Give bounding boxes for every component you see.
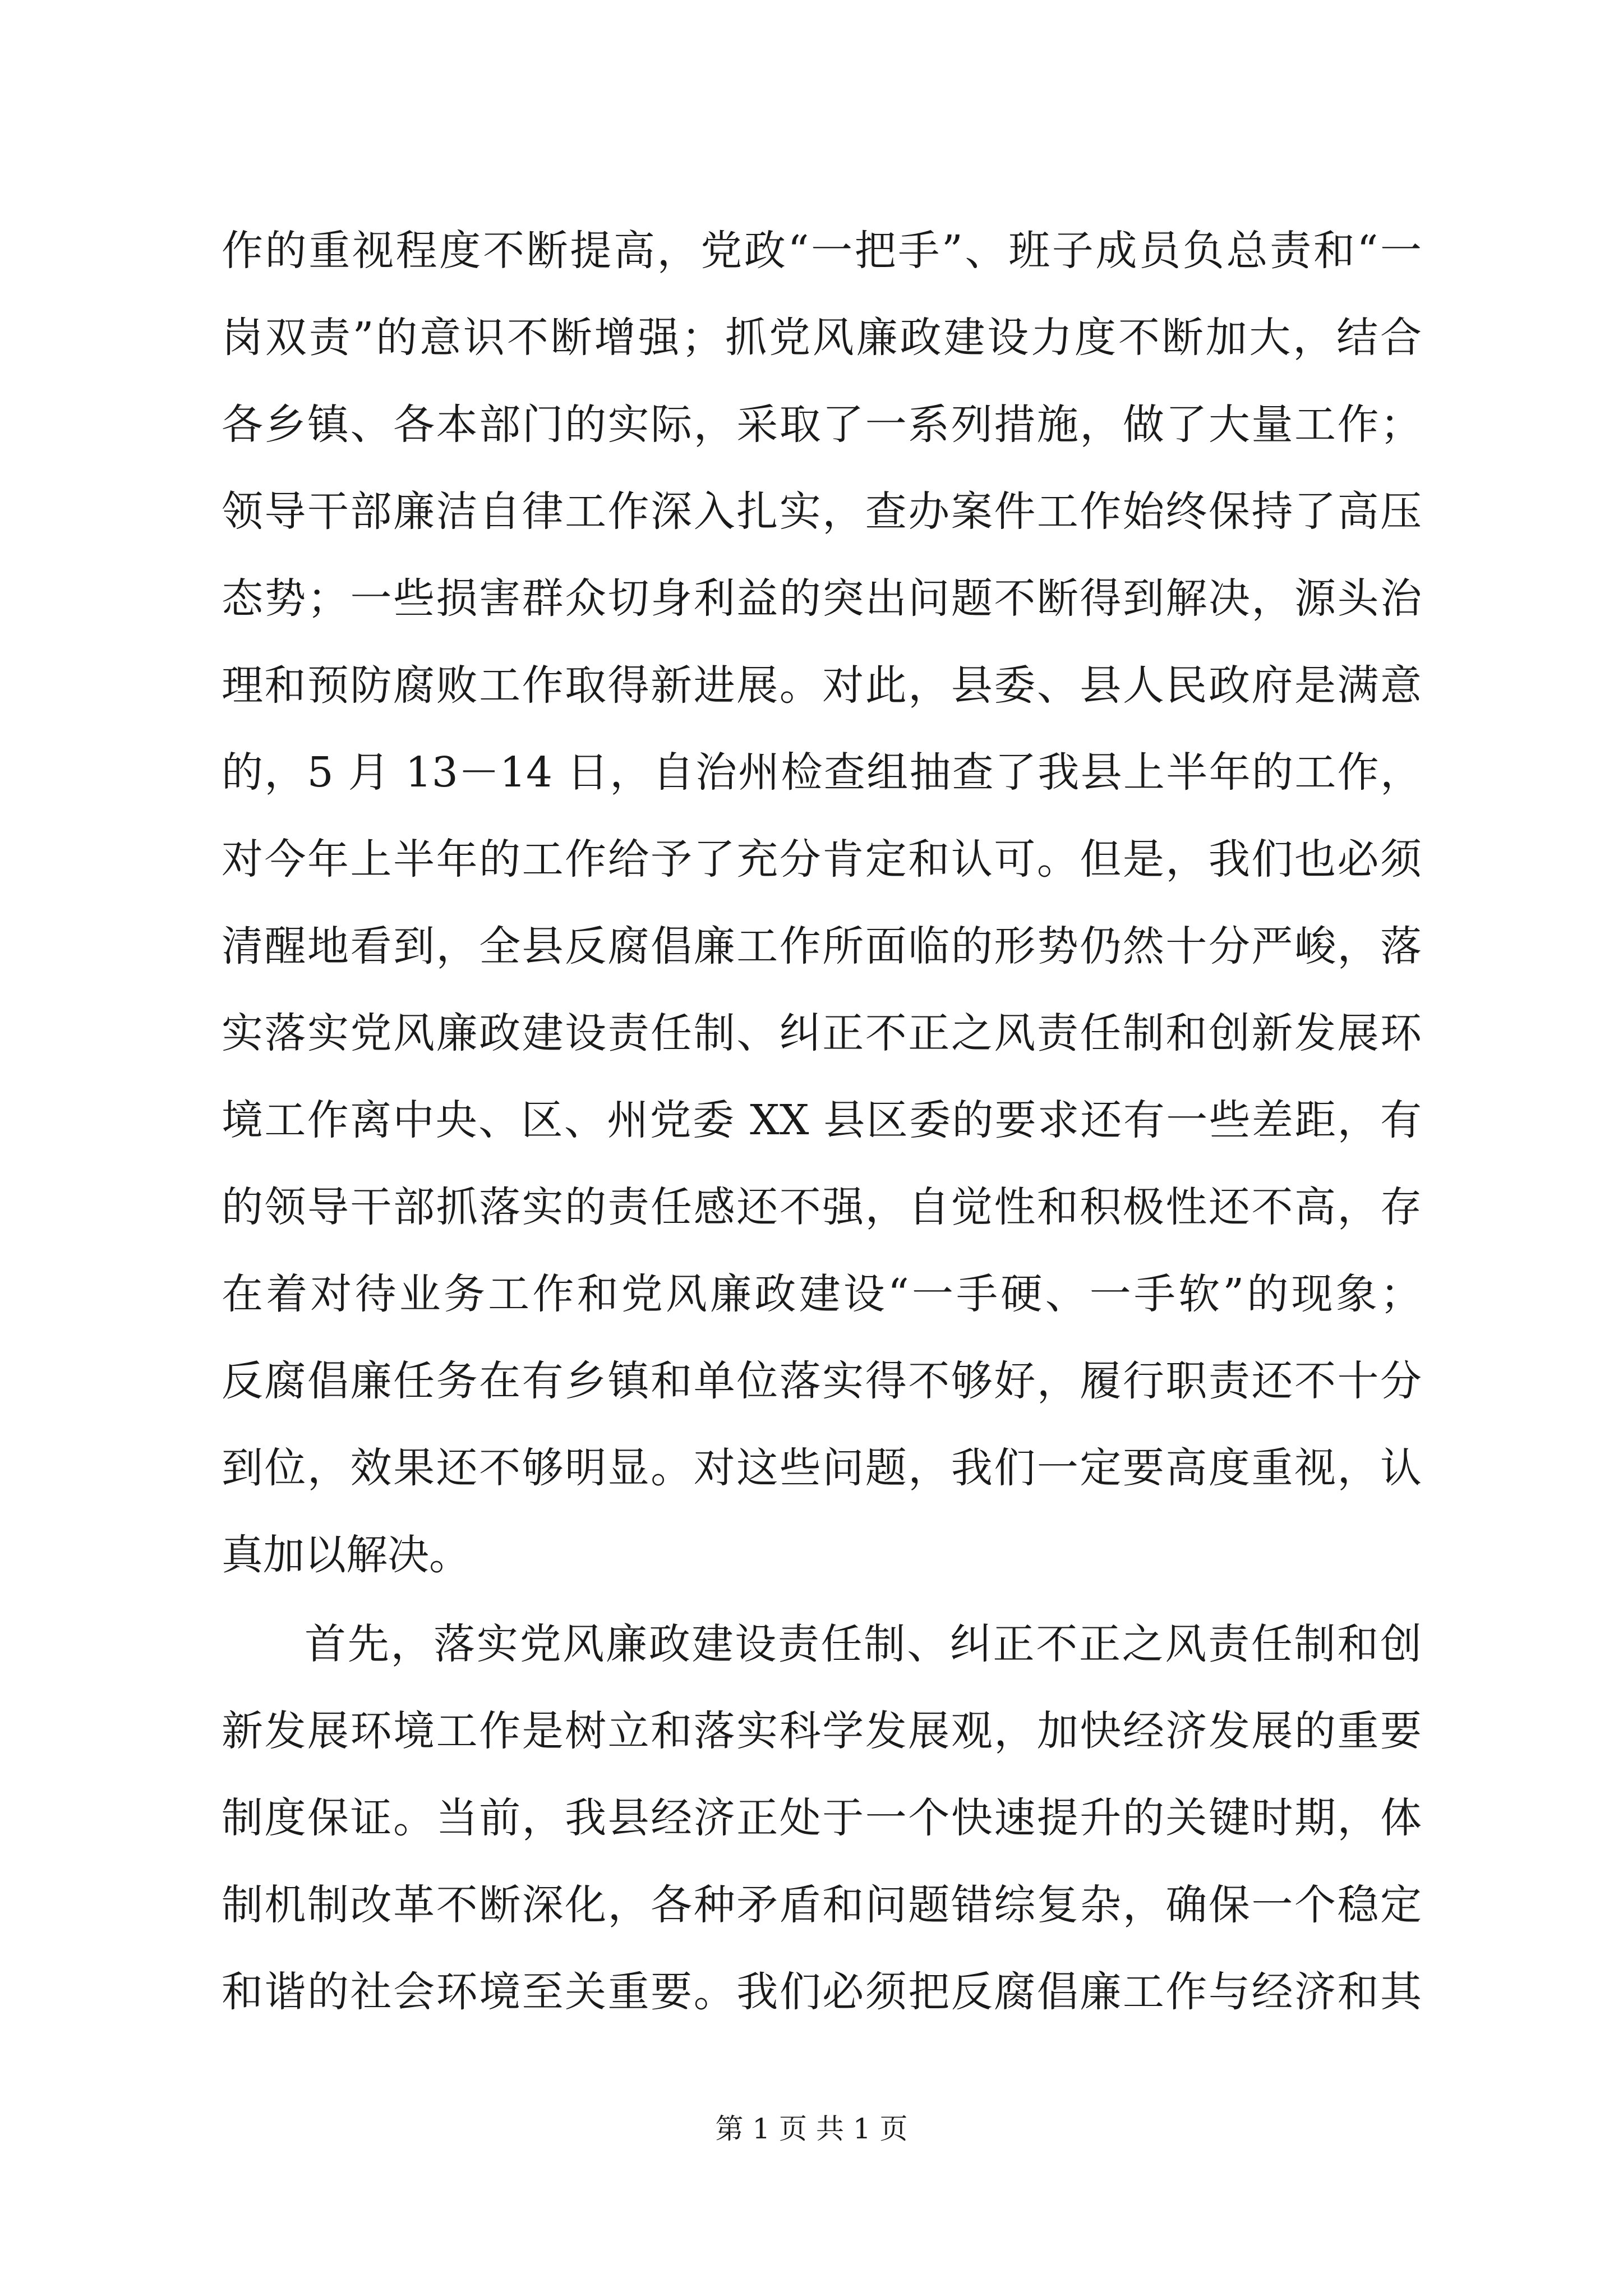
text-line: 的领导干部抓落实的责任感还不强，自觉性和积极性还不高，存: [222, 1183, 1422, 1231]
text-line: 作的重视程度不断提高，党政“一把手”、班子成员负总责和“一: [222, 227, 1422, 275]
text-line: 境工作离中央、区、州党委 XX 县区委的要求还有一些差距，有: [222, 1096, 1422, 1144]
paragraph-2: [222, 1601, 1422, 2036]
text-line: 首先，落实党风廉政建设责任制、纠正不正之风责任制和创: [305, 1620, 1422, 1668]
text-line: 到位，效果还不够明显。对这些问题，我们一定要高度重视，认: [222, 1444, 1422, 1492]
text-line: 制度保证。当前，我县经济正处于一个快速提升的关键时期，体: [222, 1794, 1422, 1842]
text-line: 领导干部廉洁自律工作深入扎实，查办案件工作始终保持了高压: [222, 487, 1422, 536]
text-line: 真加以解决。: [222, 1531, 471, 1579]
text-line: 各乡镇、各本部门的实际，采取了一系列措施，做了大量工作；: [222, 401, 1422, 449]
text-line: 在着对待业务工作和党风廉政建设“一手硬、一手软”的现象；: [222, 1270, 1422, 1318]
text-line: 的，5 月 13－14 日，自治州检查组抽查了我县上半年的工作，: [222, 748, 1422, 797]
text-line: 岗双责”的意识不断增强；抓党风廉政建设力度不断加大，结合: [222, 314, 1422, 362]
document-body: [222, 208, 1422, 2036]
text-line: 新发展环境工作是树立和落实科学发展观，加快经济发展的重要: [222, 1707, 1422, 1755]
text-line: 制机制改革不断深化，各种矛盾和问题错综复杂，确保一个稳定: [222, 1881, 1422, 1929]
text-line: 和谐的社会环境至关重要。我们必须把反腐倡廉工作与经济和其: [222, 1968, 1422, 2016]
text-line: 实落实党风廉政建设责任制、纠正不正之风责任制和创新发展环: [222, 1009, 1422, 1057]
page-number-footer: 第 1 页 共 1 页: [715, 2113, 908, 2145]
text-line: 理和预防腐败工作取得新进展。对此，县委、县人民政府是满意: [222, 661, 1422, 710]
text-line: 对今年上半年的工作给予了充分肯定和认可。但是，我们也必须: [222, 835, 1422, 884]
text-line: 清醒地看到，全县反腐倡廉工作所面临的形势仍然十分严峻，落: [222, 922, 1422, 970]
paragraph-1: [222, 208, 1422, 1599]
text-line: 态势；一些损害群众切身利益的突出问题不断得到解决，源头治: [222, 574, 1422, 623]
text-line: 反腐倡廉任务在有乡镇和单位落实得不够好，履行职责还不十分: [222, 1357, 1422, 1405]
